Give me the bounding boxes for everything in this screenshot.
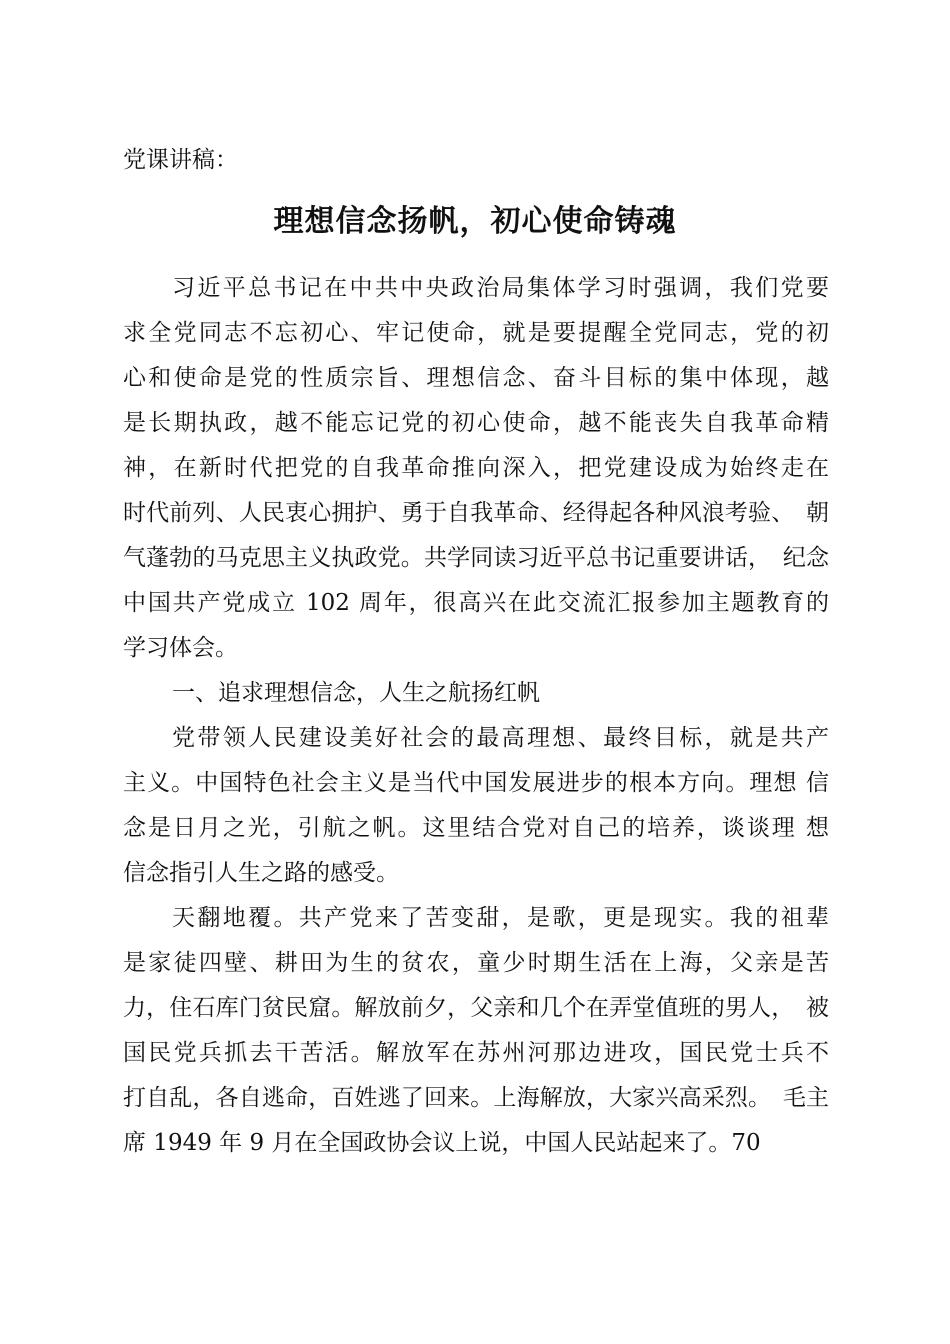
paragraph-line: 气蓬勃的马克思主义执政党。共学同读习近平总书记重要讲话， 纪念 xyxy=(123,545,829,571)
paragraph-line: 天翻地覆。共产党来了苦变甜，是歌，更是现实。我的祖辈 xyxy=(172,905,829,931)
paragraph-line: 念是日月之光，引航之帆。这里结合党对自己的培养，谈谈理 想 xyxy=(123,815,829,841)
document-label: 党课讲稿： xyxy=(123,147,238,173)
paragraph-line: 是家徒四壁、耕田为生的贫农，童少时期生活在上海，父亲是苦 xyxy=(123,950,829,976)
paragraph-line: 习近平总书记在中共中央政治局集体学习时强调，我们党要 xyxy=(172,275,829,301)
paragraph-line: 党带领人民建设美好社会的最高理想、最终目标，就是共产 xyxy=(172,725,829,751)
paragraph-line: 求全党同志不忘初心、牢记使命，就是要提醒全党同志，党的初 xyxy=(123,320,829,346)
paragraph-line: 信念指引人生之路的感受。 xyxy=(123,860,399,886)
paragraph-line: 心和使命是党的性质宗旨、理想信念、奋斗目标的集中体现，越 xyxy=(123,365,829,391)
section-heading: 一、追求理想信念，人生之航扬红帆 xyxy=(172,680,540,706)
paragraph-line: 席 1949 年 9 月在全国政协会议上说，中国人民站起来了。70 xyxy=(123,1130,761,1156)
paragraph-line: 时代前列、人民衷心拥护、勇于自我革命、经得起各种风浪考验、 朝 xyxy=(123,500,829,526)
paragraph-line: 是长期执政，越不能忘记党的初心使命，越不能丧失自我革命精 xyxy=(123,410,829,436)
paragraph-line: 神，在新时代把党的自我革命推向深入，把党建设成为始终走在 xyxy=(123,455,829,481)
document-title: 理想信念扬帆，初心使命铸魂 xyxy=(273,204,677,239)
paragraph-line: 主义。中国特色社会主义是当代中国发展进步的根本方向。理想 信 xyxy=(123,770,829,796)
paragraph-line: 打自乱，各自逃命，百姓逃了回来。上海解放，大家兴高采烈。 毛主 xyxy=(123,1085,829,1111)
paragraph-line: 学习体会。 xyxy=(123,635,238,661)
paragraph-line: 力，住石库门贫民窟。解放前夕，父亲和几个在弄堂值班的男人， 被 xyxy=(123,995,829,1021)
paragraph-line: 国民党兵抓去干苦活。解放军在苏州河那边进攻，国民党士兵不 xyxy=(123,1040,829,1066)
document-body xyxy=(123,266,829,1166)
paragraph-line: 中国共产党成立 102 周年，很高兴在此交流汇报参加主题教育的 xyxy=(123,590,829,616)
